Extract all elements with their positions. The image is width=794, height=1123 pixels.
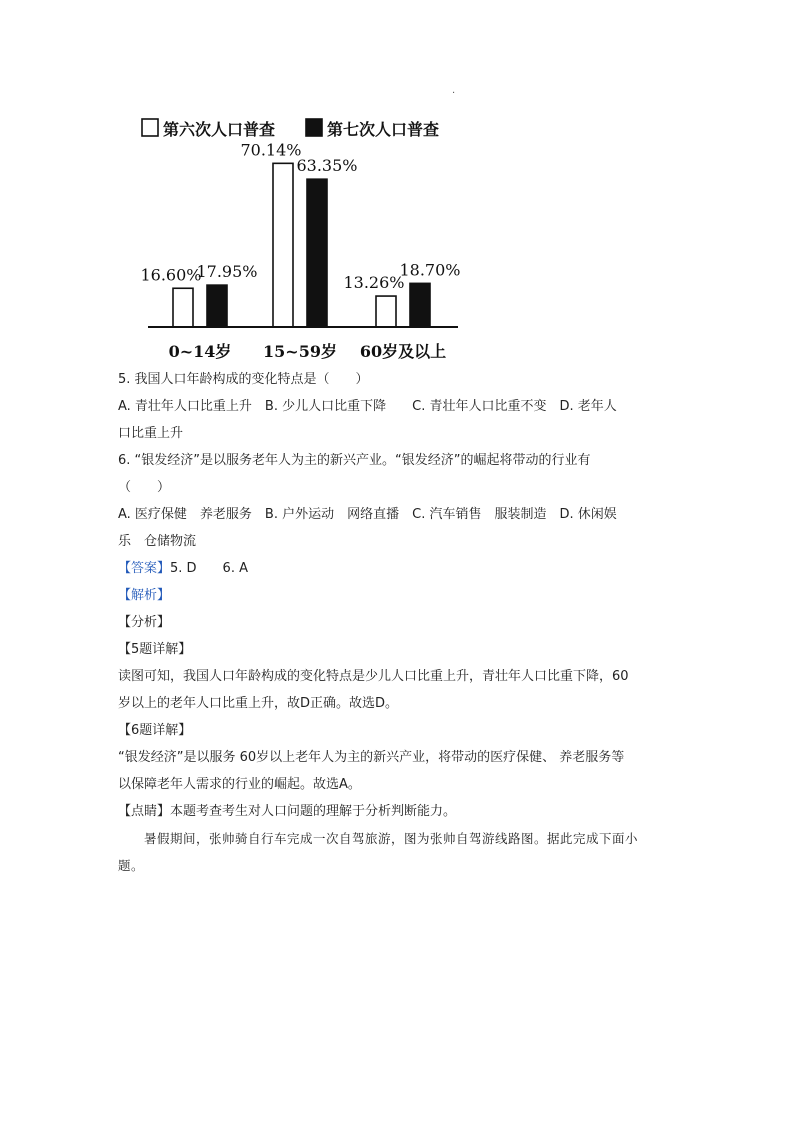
bar-2-1 xyxy=(207,285,227,327)
q5-options-cont: 口比重上升 xyxy=(118,426,184,441)
chart-svg xyxy=(138,95,468,370)
legend-label-1: 第六次人口普查 xyxy=(163,120,276,139)
answer-text: 5. D 6. A xyxy=(170,561,248,576)
bar-1-3 xyxy=(376,296,396,327)
value-label-2-1: 17.95% xyxy=(196,262,258,282)
q6-options-cont: 乐 仓储物流 xyxy=(118,534,197,549)
bar-2-3 xyxy=(410,283,430,327)
analysis-tag: 【解析】 xyxy=(118,588,171,603)
chart-legend xyxy=(142,119,439,139)
dianjing-tag: 【点睛】 xyxy=(118,804,171,819)
category-label-2: 15~59岁 xyxy=(263,342,337,361)
q5-stem: 5. 我国人口年龄构成的变化特点是（ ） xyxy=(118,372,369,387)
top-mark: · xyxy=(452,88,456,99)
fenxi-tag: 【分析】 xyxy=(118,615,171,630)
q6-detail-line2: 以保障老年人需求的行业的崛起。故选A。 xyxy=(118,777,361,792)
dianjing-line xyxy=(118,798,678,825)
q5-detail-line1: 读图可知，我国人口年龄构成的变化特点是少儿人口比重上升，青壮年人口比重下降，60 xyxy=(118,669,629,684)
q5-options: A. 青壮年人口比重上升 B. 少儿人口比重下降 C. 青壮年人口比重不变 D. 老年人 xyxy=(118,399,617,414)
value-label-2-3: 18.70% xyxy=(399,260,461,280)
chart-categories xyxy=(169,342,447,361)
answer-tag: 【答案】 xyxy=(118,561,171,576)
legend-label-2: 第七次人口普查 xyxy=(327,120,440,139)
answer-line xyxy=(118,555,678,582)
bar-2-2 xyxy=(307,179,327,327)
value-label-1-3: 13.26% xyxy=(343,273,405,293)
value-label-1-1: 16.60% xyxy=(140,265,202,285)
population-bar-chart xyxy=(138,95,468,370)
q6-options: A. 医疗保健 养老服务 B. 户外运动 网络直播 C. 汽车销售 服装制造 D. 休闲娱 xyxy=(118,507,617,522)
bar-1-2 xyxy=(273,163,293,327)
category-label-1: 0~14岁 xyxy=(168,342,232,361)
chart-labels xyxy=(140,140,460,292)
chart-bars xyxy=(173,163,430,327)
value-label-1-2: 70.14% xyxy=(240,140,302,160)
value-label-2-2: 63.35% xyxy=(296,156,358,176)
q6-stem: 6. “银发经济”是以服务老年人为主的新兴产业。“银发经济”的崛起将带动的行业有 xyxy=(118,453,591,468)
q6-stem-cont: （ ） xyxy=(118,480,171,495)
q6-detail-line1: “银发经济”是以服务 60岁以上老年人为主的新兴产业，将带动的医疗保健、 养老服务等 xyxy=(118,750,625,765)
q5-detail-line2: 岁以上的老年人口比重上升，故D正确。故选D。 xyxy=(118,696,399,711)
next-intro-line2: 题。 xyxy=(118,858,145,873)
category-label-3: 60岁及以上 xyxy=(359,342,447,361)
legend-swatch-1 xyxy=(142,119,158,136)
dianjing-text: 本题考查考生对人口问题的理解于分析判断能力。 xyxy=(170,804,457,819)
legend-swatch-2 xyxy=(306,119,322,136)
q6-detail-title: 【6题详解】 xyxy=(118,723,192,738)
q5-detail-title: 【5题详解】 xyxy=(118,642,192,657)
next-intro-line1: 暑假期间，张帅骑自行车完成一次自驾旅游，图为张帅自驾游线路图。据此完成下面小 xyxy=(144,831,639,846)
question-section xyxy=(118,366,678,879)
bar-1-1 xyxy=(173,288,193,327)
